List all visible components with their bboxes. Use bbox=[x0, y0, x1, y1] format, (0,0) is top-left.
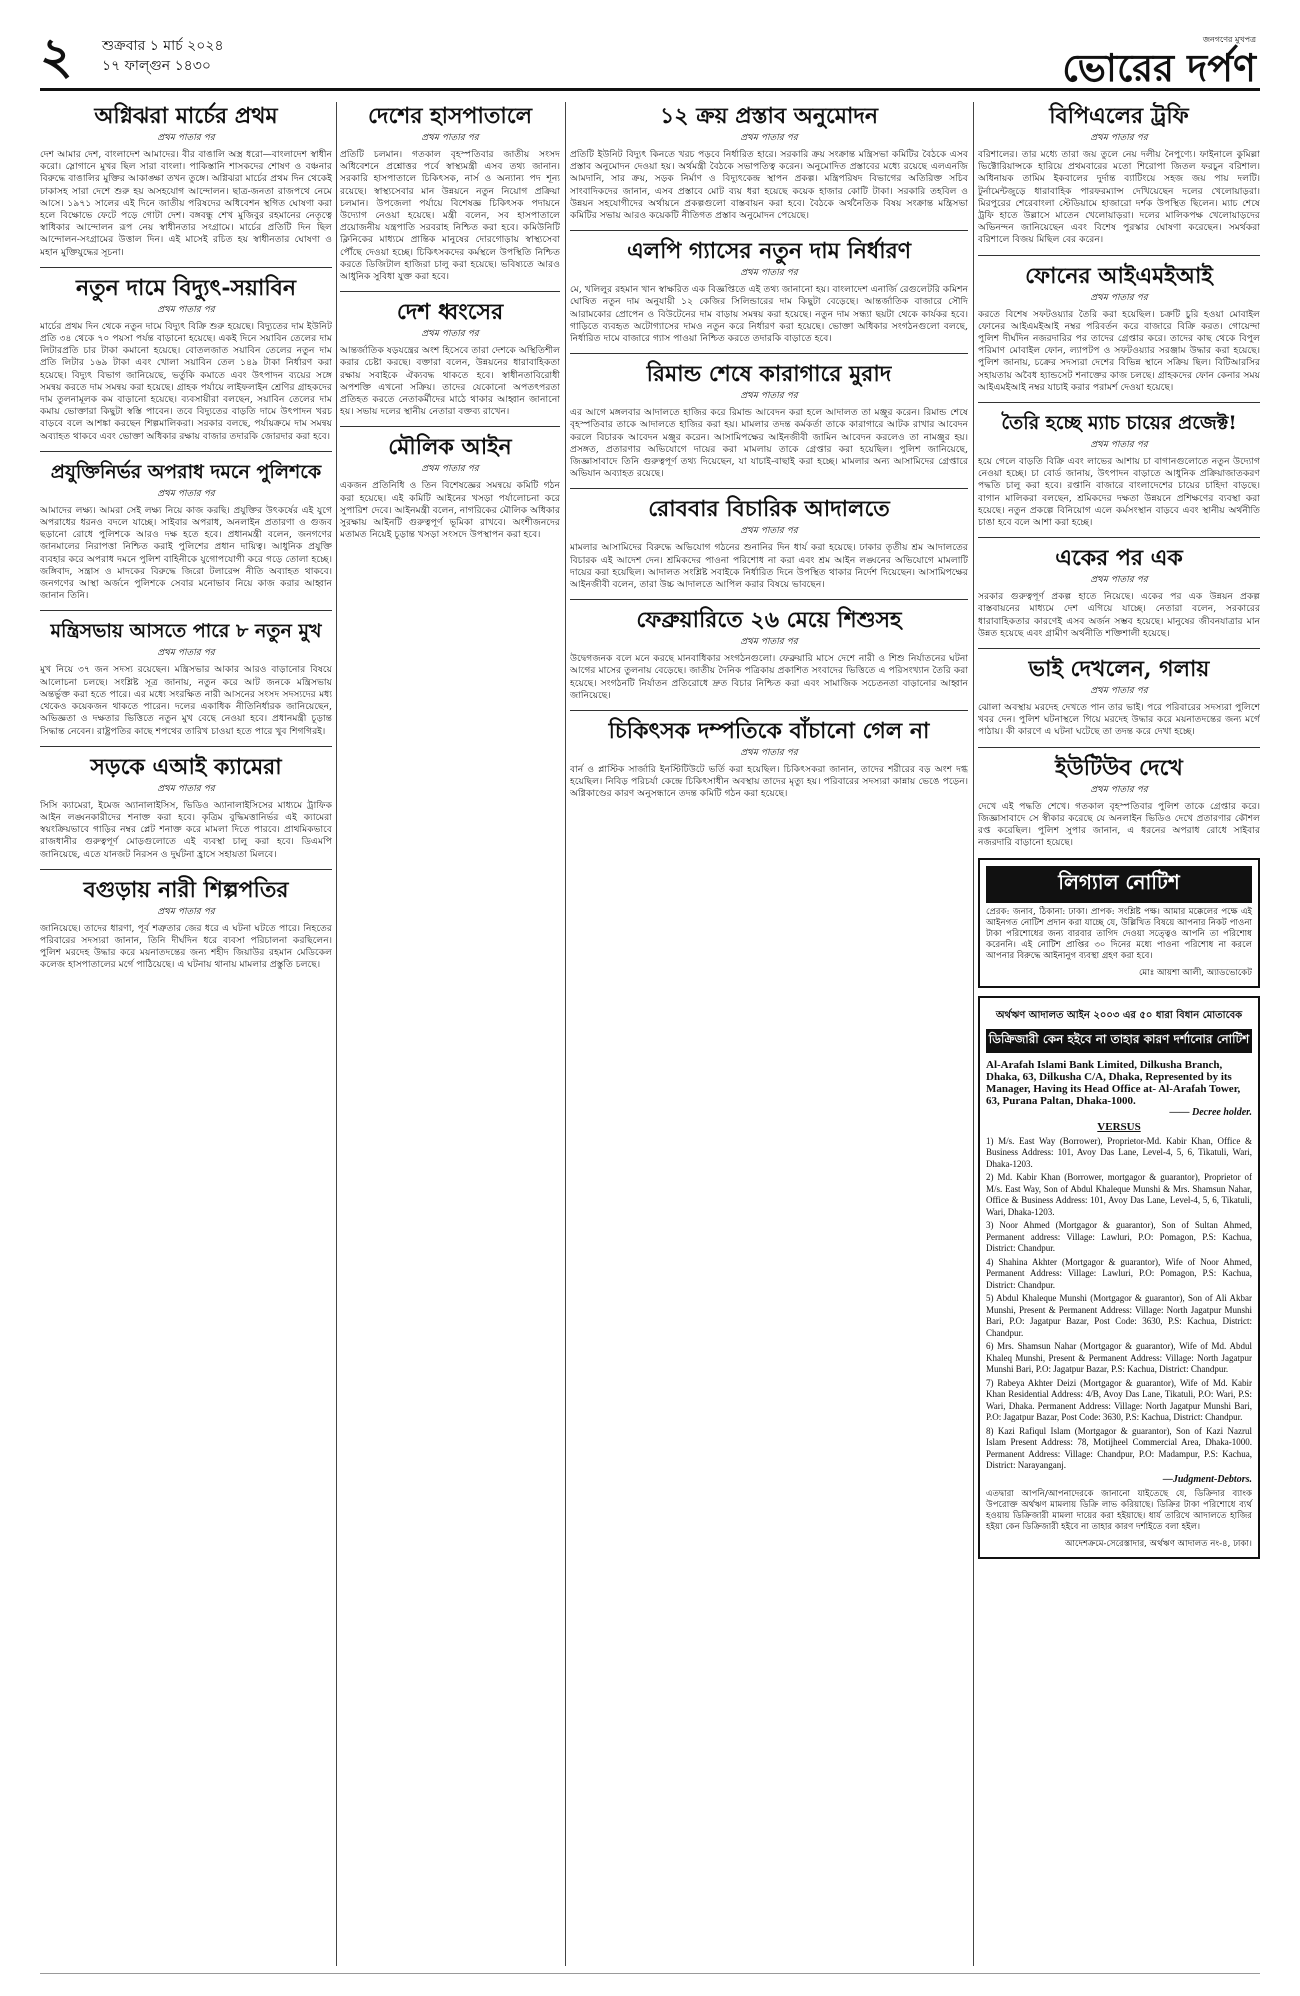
story bbox=[978, 409, 1260, 529]
column-divider bbox=[973, 102, 974, 1966]
divider bbox=[978, 648, 1260, 649]
continued-label: প্রথম পাতার পর bbox=[1090, 440, 1148, 451]
brand-tagline: জনগণের মুখপত্র bbox=[1202, 35, 1256, 44]
decree-holder-bank: Al-Arafah Islami Bank Limited, Dilkusha Branch, Dhaka, 63, Dilkusha C/A, Dhaka, Represented by its Manager, Having its Head Office at- Al-Arafah Tower, 63, Purana Paltan, Dhaka-1000. bbox=[986, 1058, 1241, 1107]
story bbox=[40, 102, 332, 259]
story bbox=[570, 102, 968, 222]
story-headline: ইউটিউব দেখে bbox=[1055, 754, 1183, 781]
story-body: ঝোলা অবস্থায় মরদেহ দেখতে পান তার ভাই। পরে পরিবারের সদস্যরা পুলিশে খবর দেন। পুলিশ ঘটনাস্থলে গিয়ে মরদেহ উদ্ধার করে ময়নাতদন্তের জন্য মর্গে পাঠায়। কী কারণে এ ঘটনা ঘটেছে তা তদন্ত করে দেখা হচ্ছে। bbox=[978, 702, 1260, 738]
story-body: সিসি ক্যামেরা, ইমেজ অ্যানালাইসিস, ভিডিও অ্যানালাইসিসের মাধ্যমে ট্রাফিক আইন লঙ্ঘনকারীদের শনাক্ত করা হবে। কৃত্রিম বুদ্ধিমত্তানির্ভর এই ক্যামেরা স্বয়ংক্রিয়ভাবে গাড়ির নম্বর প্লেট শনাক্ত করে মামলা দিতে পারবে। প্রাথমিকভাবে রাজধানীর গুরুত্বপূর্ণ মোড়গুলোতে এই ব্যবস্থা চালু করা হবে। ডিএমপি জানিয়েছে, এতে যানজট নিরসন ও দুর্ঘটনা হ্রাসে সহায়তা মিলবে। bbox=[40, 799, 332, 860]
continued-label: প্রথম পাতার পর bbox=[157, 648, 215, 659]
party-item: 1) M/s. East Way (Borrower), Proprietor-Md. Kabir Khan, Office & Business Address: 101, Avoy Das Lane, Level-4, 5, 6, Tikatuli, Wari, Dhaka-1203. bbox=[986, 1135, 1252, 1169]
story-body: বরিশালের। তার মধ্যে তারা জয় তুলে নেয় দলীয় নৈপুণ্যে। ফাইনালে কুমিল্লা ভিক্টোরিয়ান্সকে হারিয়ে প্রথমবারের মতো শিরোপা জিতল ফরচুন বরিশাল। অধিনায়ক তামিম ইকবালের দুর্দান্ত ব্যাটিংয়ে সহজ জয় পায় দলটি। টুর্নামেন্টজুড়ে ধারাবাহিক পারফরম্যান্স দেখিয়েছেন দলের খেলোয়াড়রা। মিরপুরের শেরেবাংলা স্টেডিয়ামে হাজারো দর্শক উপস্থিত ছিলেন। ম্যাচ শেষে ট্রফি হাতে উল্লাসে মাতেন খেলোয়াড়রা। দলের মালিকপক্ষ খেলোয়াড়দের অভিনন্দন জানিয়েছেন এবং বিশেষ পুরস্কার ঘোষণা করেছেন। সমর্থকরা বরিশালে বিজয় মিছিল বের করেন। bbox=[978, 149, 1260, 246]
page-number: ২ bbox=[40, 26, 73, 85]
continued-label: প্রথম পাতার পর bbox=[157, 906, 215, 917]
continued-label: প্রথম পাতার পর bbox=[157, 488, 215, 499]
divider bbox=[570, 353, 968, 354]
story bbox=[978, 655, 1260, 739]
story-headline: ভাই দেখলেন, গলায় bbox=[1028, 656, 1210, 683]
column-divider bbox=[336, 102, 337, 1966]
story-headline: নতুন দামে বিদ্যুৎ-সয়াবিন bbox=[76, 274, 296, 301]
party-item: 3) Noor Ahmed (Mortgagor & guarantor), Son of Sultan Ahmed, Permanent address: Village: Lawluri, P.O: Pomagon, P.S: Kachua, District: Chandpur. bbox=[986, 1220, 1252, 1253]
story-headline: এলপি গ্যাসের নতুন দাম নির্ধারণ bbox=[626, 238, 912, 265]
continued-label: প্রথম পাতার পর bbox=[1090, 784, 1148, 795]
party-item: 6) Mrs. Shamsun Nahar (Mortgagor & guarantor), Wife of Md. Abdul Khaleq Munshi, Present & Permanent Address: Village: North Jagatpur Munshi Bari, P.O: Jagatpur Bazar, P.S: Kachua, District: Chandpur. bbox=[986, 1341, 1252, 1374]
legal-notice-title: লিগ্যাল নোটিশ bbox=[986, 866, 1252, 903]
party-item: 2) Md. Kabir Khan (Borrower, mortgagor & guarantor), Proprietor of M/s. East Way, Son of Abdul Khaleque Munshi & Mrs. Shamsun Nahar, Office & Business Address: 101, Avoy Das Lane, Level-4, 5, 6, Tikatuli, Wari, Dhaka-1203. bbox=[986, 1172, 1252, 1217]
divider bbox=[40, 451, 332, 452]
column-4 bbox=[978, 102, 1260, 1966]
continued-label: প্রথম পাতার পর bbox=[740, 391, 798, 402]
party-item: 5) Abdul Khaleque Munshi (Mortgagor & guarantor), Son of Ali Akbar Munshi, Present & Permanent Address: Village: North Jagatpur Munshi Bari, P.O: Jagatpur Bazar, Post Code: 3630, P.S: Kachua, District: Chandpur. bbox=[986, 1293, 1252, 1338]
story-body: দেশ আমার দেশ, বাংলাদেশ আমাদের। বীর বাঙালি অস্ত্র ধরো—বাংলাদেশ স্বাধীন করো। স্লোগানে মুখর ছিল সারা বাংলা। পাকিস্তানি শাসকদের শোষণ ও বঞ্চনার বিরুদ্ধে বাঙালির মুক্তির আকাঙ্ক্ষা তখন তুঙ্গে। অগ্নিঝরা মার্চের প্রথম দিন থেকেই ঢাকাসহ সারা দেশে শুরু হয় অসহযোগ আন্দোলন। ছাত্র-জনতা রাজপথে নেমে আসে। ১৯৭১ সালের এই দিনে জাতীয় পরিষদের অধিবেশন স্থগিত ঘোষণা করা হলে বিক্ষোভে ফেটে পড়ে গোটা দেশ। বঙ্গবন্ধু শেখ মুজিবুর রহমানের নেতৃত্বে স্বাধিকার আন্দোলন রূপ নেয় স্বাধীনতার সংগ্রামে। মার্চের প্রতিটি দিন ছিল আন্দোলন-সংগ্রামের উত্তাল দিন। এই মাসেই রচিত হয় স্বাধীনতার ঘোষণা ও মহান মুক্তিযুদ্ধের সূচনা। bbox=[40, 149, 332, 258]
story-headline: রোববার বিচারিক আদালতে bbox=[648, 496, 890, 523]
story-body: সরকার গুরুত্বপূর্ণ প্রকল্প হাতে নিয়েছে। একের পর এক উন্নয়ন প্রকল্প বাস্তবায়নের মাধ্যমে দেশ এগিয়ে যাচ্ছে। নেতারা বলেন, সরকারের ধারাবাহিকতার কারণেই এসব অর্জন সম্ভব হয়েছে। মানুষের জীবনযাত্রার মান উন্নত হয়েছে এবং গ্রামীণ অর্থনীতি শক্তিশালী হয়েছে। bbox=[978, 591, 1260, 639]
court-notice-subtitle: ডিক্রিজারী কেন হইবে না তাহার কারণ দর্শানোর নোটিশ bbox=[986, 1029, 1252, 1053]
court-notice-closing: এতদ্বারা আপনি/আপনাদেরকে জানানো যাইতেছে যে, ডিক্রিদার ব্যাংক উপরোক্ত অর্থঋণ মামলায় ডিক্রি লাভ করিয়াছে। ডিক্রির টাকা পরিশোধে ব্যর্থ হওয়ায় ডিক্রিজারী মামলা দায়ের করা হইয়াছে। ধার্য তারিখে আদালতে হাজির হইয়া কেন ডিক্রিজারী হইবে না তাহার কারণ দর্শাইতে বলা হইল। bbox=[986, 1488, 1252, 1532]
story-headline: ফেব্রুয়ারিতে ২৬ মেয়ে শিশুসহ bbox=[636, 607, 902, 634]
divider bbox=[570, 710, 968, 711]
divider bbox=[978, 402, 1260, 403]
legal-notice-body: প্রেরক: জনাব, ঠিকানা: ঢাকা। প্রাপক: সংশ্লিষ্ট পক্ষ। আমার মক্কেলের পক্ষে এই আইনগত নোটিশ প্রদান করা যাচ্ছে যে, উল্লিখিত বিষয়ে আপনার নিকট পাওনা টাকা পরিশোধের জন্য বারবার তাগিদ দেওয়া সত্ত্বেও আপনি তা পরিশোধ করেননি। এই নোটিশ প্রাপ্তির ৩০ দিনের মধ্যে পাওনা পরিশোধ না করলে আপনার বিরুদ্ধে আইনানুগ ব্যবস্থা গ্রহণ করা হবে। bbox=[986, 906, 1252, 961]
divider bbox=[570, 488, 968, 489]
party-item: 8) Kazi Rafiqul Islam (Mortgagor & guarantor), Son of Kazi Nazrul Islam Present Address: 78, Motijheel Commercial Area, Dhaka-1000. Permanent Address: Village: Chandpur, P.O: Madampur, P.S: Kachua, District: Narayanganj. bbox=[986, 1425, 1252, 1470]
court-notice-footer: আদেশক্রমে-সেরেস্তাদার, অর্থঋণ আদালত নং-৪, ঢাকা। bbox=[1065, 1538, 1252, 1549]
continued-label: প্রথম পাতার পর bbox=[157, 133, 215, 143]
story bbox=[40, 753, 332, 861]
story bbox=[340, 102, 560, 283]
judgment-debtors-label: —Judgment-Debtors. bbox=[1162, 1473, 1252, 1485]
story-body: একজন প্রতিনিধি ও তিন বিশেষজ্ঞের সমন্বয়ে কমিটি গঠন করা হয়েছে। এই কমিটি আইনের খসড়া পর্যালোচনা করে সুপারিশ দেবে। আইনমন্ত্রী বলেন, নাগরিকের মৌলিক অধিকার সুরক্ষায় আইনটি গুরুত্বপূর্ণ ভূমিকা রাখবে। অংশীজনদের মতামত নিয়েই চূড়ান্ত খসড়া সংসদে উপস্থাপন করা হবে। bbox=[340, 480, 560, 541]
story bbox=[40, 458, 332, 603]
story-body: জানিয়েছে। তাদের ধারণা, পূর্ব শত্রুতার জের ধরে এ ঘটনা ঘটতে পারে। নিহতের পরিবারের সদস্যরা জানান, তিনি দীর্ঘদিন ধরে ব্যবসা পরিচালনা করছিলেন। পুলিশ মরদেহ উদ্ধার করে ময়নাতদন্তের জন্য শহীদ জিয়াউর রহমান মেডিকেল কলেজ হাসপাতালের মর্গে পাঠিয়েছে। এ ঘটনায় থানায় মামলার প্রস্তুতি চলছে। bbox=[40, 922, 332, 971]
story-headline: ফোনের আইএমইআই bbox=[1025, 262, 1213, 289]
story-body: দেখে এই পদ্ধতি শেখে। গতকাল বৃহস্পতিবার পুলিশ তাকে গ্রেপ্তার করে। জিজ্ঞাসাবাদে সে স্বীকার করেছে যে অনলাইন ভিডিও দেখে প্রতারণার কৌশল রপ্ত করেছিল। পুলিশ সুপার জানান, এ ধরনের অপরাধ রোধে সাইবার নজরদারি বাড়ানো হয়েছে। bbox=[978, 800, 1260, 849]
column-3 bbox=[570, 102, 968, 1966]
divider bbox=[570, 230, 968, 231]
court-notice-heading: অর্থঋণ আদালত আইন ২০০৩ এর ৫০ ধারা বিধান মোতাবেক bbox=[995, 1009, 1243, 1021]
story-body: আমাদের লক্ষ্য। আমরা সেই লক্ষ্য নিয়ে কাজ করছি। প্রযুক্তির উৎকর্ষের এই যুগে অপরাধের ধরনও বদলে যাচ্ছে। সাইবার অপরাধ, অনলাইন প্রতারণা ও গুজব ছড়ানো রোধে পুলিশকে আরও দক্ষ হতে হবে। প্রধানমন্ত্রী বলেন, জনগণের জানমালের নিরাপত্তা নিশ্চিত করাই পুলিশের প্রধান দায়িত্ব। আধুনিক প্রযুক্তি ব্যবহার করে অপরাধ দমনে পুলিশ বাহিনীকে যুগোপযোগী করে গড়ে তোলা হচ্ছে। জঙ্গিবাদ, সন্ত্রাস ও মাদকের বিরুদ্ধে জিরো টলারেন্স নীতি অব্যাহত থাকবে। জনগণের আস্থা অর্জনে পুলিশকে সেবার মনোভাব নিয়ে কাজ করার আহ্বান জানান তিনি। bbox=[40, 504, 332, 602]
divider bbox=[40, 610, 332, 611]
story-headline: রিমান্ড শেষে কারাগারে মুরাদ bbox=[646, 361, 892, 388]
continued-label: প্রথম পাতার পর bbox=[740, 748, 798, 759]
story-body: প্রতিটি ইউনিট বিদ্যুৎ কিনতে খরচ পড়বে নির্ধারিত হারে। সরকারি ক্রয় সংক্রান্ত মন্ত্রিসভা কমিটির বৈঠকে এসব প্রস্তাব অনুমোদন দেওয়া হয়। অর্থমন্ত্রী বৈঠকে সভাপতিত্ব করেন। অনুমোদিত প্রস্তাবের মধ্যে রয়েছে এলএনজি আমদানি, সার ক্রয়, সড়ক নির্মাণ ও বিদ্যুৎকেন্দ্র স্থাপন প্রকল্প। মন্ত্রিপরিষদ বিভাগের অতিরিক্ত সচিব সাংবাদিকদের জানান, এসব প্রস্তাবে মোট ব্যয় ধরা হয়েছে কয়েক হাজার কোটি টাকা। সরকারি তহবিল ও উন্নয়ন সহযোগীদের অর্থায়নে প্রকল্পগুলো বাস্তবায়ন করা হবে। বৈঠকে অর্থনৈতিক বিষয় সংক্রান্ত মন্ত্রিসভা কমিটির সভায় আরও কয়েকটি নীতিগত প্রস্তাব অনুমোদন পেয়েছে। bbox=[570, 149, 968, 222]
continued-label: প্রথম পাতার পর bbox=[1090, 686, 1148, 697]
story bbox=[978, 102, 1260, 247]
divider bbox=[40, 746, 332, 747]
footer-rule bbox=[40, 1973, 1260, 1974]
story bbox=[40, 274, 332, 443]
story-body: আন্তর্জাতিক ষড়যন্ত্রের অংশ হিসেবে তারা দেশকে অস্থিতিশীল করার চেষ্টা করছে। বক্তারা বলেন, উন্নয়নের ধারাবাহিকতা রক্ষায় সবাইকে ঐক্যবদ্ধ থাকতে হবে। স্বাধীনতাবিরোধী অপশক্তি এখনো সক্রিয়। তাদের যেকোনো অপতৎপরতা প্রতিহত করতে নেতাকর্মীদের মাঠে থাকার আহ্বান জানানো হয়। সভায় দলের স্থানীয় নেতারা বক্তব্য রাখেন। bbox=[340, 345, 560, 418]
story-body: বার্ন ও প্লাস্টিক সার্জারি ইনস্টিটিউটে ভর্তি করা হয়েছিল। চিকিৎসকরা জানান, তাদের শরীরের বড় অংশ দগ্ধ হয়েছিল। নিবিড় পরিচর্যা কেন্দ্রে চিকিৎসাধীন অবস্থায় তাদের মৃত্যু হয়। পরিবারের সদস্যরা কান্নায় ভেঙে পড়েন। অগ্নিকাণ্ডের কারণ অনুসন্ধানে তদন্ত কমিটি গঠন করা হয়েছে। bbox=[570, 764, 968, 800]
column-divider bbox=[565, 102, 566, 1966]
story bbox=[570, 606, 968, 702]
story-headline: বগুড়ায় নারী শিল্পপতির bbox=[83, 876, 289, 903]
continued-label: প্রথম পাতার পর bbox=[421, 329, 479, 340]
legal-notice-signature: মোঃ আয়শা আলী, অ্যাডভোকেট bbox=[1138, 967, 1252, 978]
story-headline: দেশ ধ্বংসের bbox=[396, 299, 504, 326]
continued-label: প্রথম পাতার পর bbox=[740, 526, 798, 537]
divider bbox=[40, 267, 332, 268]
story-body: উদ্বেগজনক বলে মনে করছে মানবাধিকার সংগঠনগুলো। ফেব্রুয়ারি মাসে দেশে নারী ও শিশু নির্যাতনের ঘটনা আগের মাসের তুলনায় বেড়েছে। জাতীয় দৈনিক পত্রিকায় প্রকাশিত সংবাদের ভিত্তিতে এ পরিসংখ্যান তৈরি করা হয়েছে। সংগঠনটি নির্যাতন প্রতিরোধে দ্রুত বিচার নিশ্চিত করা এবং সামাজিক সচেতনতা বাড়ানোর আহ্বান জানিয়েছে। bbox=[570, 653, 968, 701]
date-block bbox=[102, 36, 224, 76]
continued-label: প্রথম পাতার পর bbox=[1090, 292, 1148, 303]
continued-label: প্রথম পাতার পর bbox=[1090, 133, 1148, 143]
story-headline: ১২ ক্রয় প্রস্তাব অনুমোদন bbox=[659, 103, 879, 129]
party-item: 7) Rabeya Akhter Deizi (Mortgagor & guarantor), Wife of Md. Kabir Khan Residential Address: 4/B, Avoy Das Lane, Tikatuli, P.O: Wari, P.S: Wari, Dhaka. Permanent Address: Village: North Jagatpur Munshi Bari, P.O: Jagatpur Bazar, Post Code: 3630, P.S: Kachua, District: Chandpur. bbox=[986, 1377, 1252, 1422]
story-headline: প্রযুক্তিনির্ভর অপরাধ দমনে পুলিশকে bbox=[50, 460, 322, 483]
continued-label: প্রথম পাতার পর bbox=[421, 464, 479, 475]
versus-label: VERSUS bbox=[1097, 1120, 1141, 1133]
story bbox=[40, 617, 332, 737]
story bbox=[978, 544, 1260, 640]
brand-logo bbox=[1062, 34, 1256, 89]
story-headline: অগ্নিঝরা মার্চের প্রথম bbox=[94, 103, 278, 129]
story-body: মুখ নিয়ে ৩৭ জন সদস্য রয়েছেন। মন্ত্রিসভার আকার আরও বাড়ানোর বিষয়ে আলোচনা চলছে। সংশ্লিষ্ট সূত্র জানায়, নতুন করে আট জনকে মন্ত্রিসভায় অন্তর্ভুক্ত করা হতে পারে। এর মধ্যে সংরক্ষিত নারী আসনের সংসদ সদস্যদের মধ্য থেকেও কয়েকজন থাকতে পারেন। দলের একাধিক নীতিনির্ধারক জানিয়েছেন, অভিজ্ঞতা ও দক্ষতার ভিত্তিতে নতুন মুখ বেছে নেওয়া হবে। প্রধানমন্ত্রী চূড়ান্ত সিদ্ধান্ত নেবেন। রাষ্ট্রপতির কাছে শপথের তারিখ চাওয়া হতে পারে খুব শিগগিরই। bbox=[40, 664, 332, 737]
story-headline: তৈরি হচ্ছে ম্যাচ চায়ের প্রজেক্ট! bbox=[1001, 412, 1237, 435]
continued-label: প্রথম পাতার পর bbox=[740, 133, 798, 143]
story-body: করতে বিশেষ সফটওয়্যার তৈরি করা হয়েছিল। চক্রটি চুরি হওয়া মোবাইল ফোনের আইএমইআই নম্বর পরিবর্তন করে বাজারে বিক্রি করত। গোয়েন্দা পুলিশ দীর্ঘদিন নজরদারির পর তাদের গ্রেপ্তার করে। তাদের কাছ থেকে বিপুল পরিমাণ মোবাইল ফোন, ল্যাপটপ ও সফটওয়্যার সরঞ্জাম উদ্ধার করা হয়েছে। পুলিশ জানায়, চক্রের সদস্যরা দেশের বিভিন্ন স্থানে সক্রিয় ছিল। বিটিআরসির সহায়তায় অবৈধ হ্যান্ডসেট শনাক্তের কাজ চলছে। গ্রাহকদের ফোন কেনার সময় আইএমইআই নম্বর যাচাই করার পরামর্শ দেওয়া হয়েছে। bbox=[978, 308, 1260, 393]
divider bbox=[570, 599, 968, 600]
story-headline: দেশের হাসপাতালে bbox=[367, 103, 532, 129]
legal-notice bbox=[978, 858, 1260, 988]
continued-label: প্রথম পাতার পর bbox=[740, 268, 798, 279]
story-body: মার্চের প্রথম দিন থেকে নতুন দামে বিদ্যুৎ বিক্রি শুরু হয়েছে। বিদ্যুতের দাম ইউনিট প্রতি ৩৪ থেকে ৭০ পয়সা পর্যন্ত বাড়ানো হয়েছে। একই দিনে সয়াবিন তেলের দাম লিটারপ্রতি চার টাকা কমানো হয়েছে। বোতলজাত সয়াবিন তেলের নতুন দাম প্রতি লিটার ১৬৯ টাকা এবং খোলা সয়াবিন তেল ১৪৯ টাকা নির্ধারণ করা হয়েছে। বিদ্যুৎ বিভাগ জানিয়েছে, ভর্তুকি কমাতে এবং উৎপাদন ব্যয়ের সঙ্গে সমন্বয় করতে দাম সমন্বয় করা হয়েছে। গ্রাহক পর্যায়ে লাইফলাইন শ্রেণির গ্রাহকদের দাম তুলনামূলক কম বাড়ানো হয়েছে। ব্যবসায়ীরা বলছেন, সয়াবিন তেলের দাম কমায় ভোক্তারা কিছুটা স্বস্তি পাবেন। তবে বিদ্যুতের বাড়তি দামে উৎপাদন খরচ বাড়বে বলে আশঙ্কা করছেন শিল্পমালিকরা। সরকার বলছে, পর্যায়ক্রমে দাম সমন্বয় অব্যাহত থাকবে এবং ভোক্তা অধিকার রক্ষায় বাজার তদারকি জোরদার করা হবে। bbox=[40, 320, 332, 442]
brand-name: ভোরের দর্পণ bbox=[1062, 45, 1256, 90]
story bbox=[570, 717, 968, 801]
divider bbox=[340, 291, 560, 292]
date-gregorian: শুক্রবার ১ মার্চ ২০২৪ bbox=[102, 38, 224, 54]
story bbox=[570, 237, 968, 345]
column-1 bbox=[40, 102, 332, 1966]
continued-label: প্রথম পাতার পর bbox=[157, 304, 215, 315]
story-body: প্রতিটি চলমান। গতকাল বৃহস্পতিবার জাতীয় সংসদ অধিবেশনে প্রশ্নোত্তর পর্বে স্বাস্থ্যমন্ত্রী এসব তথ্য জানান। সরকারি হাসপাতালে চিকিৎসক, নার্স ও অন্যান্য পদ শূন্য রয়েছে। স্বাস্থ্যসেবার মান উন্নয়নে নতুন নিয়োগ প্রক্রিয়া চলমান। উপজেলা পর্যায়ে বিশেষজ্ঞ চিকিৎসক পদায়নে উদ্যোগ নেওয়া হয়েছে। মন্ত্রী বলেন, সব হাসপাতালে প্রয়োজনীয় যন্ত্রপাতি সরবরাহ নিশ্চিত করা হবে। কমিউনিটি ক্লিনিকের মাধ্যমে প্রান্তিক মানুষের দোরগোড়ায় স্বাস্থ্যসেবা পৌঁছে দেওয়া হচ্ছে। চিকিৎসকদের কর্মস্থলে উপস্থিতি নিশ্চিত করতে ডিজিটাল হাজিরা চালু করা হয়েছে। ভবিষ্যতে আরও আধুনিক সুবিধা যুক্ত করা হবে। bbox=[340, 149, 560, 283]
story-headline: চিকিৎসক দম্পতিকে বাঁচানো গেল না bbox=[608, 718, 930, 745]
story-headline: সড়কে এআই ক্যামেরা bbox=[90, 753, 282, 780]
story bbox=[340, 298, 560, 418]
story bbox=[978, 262, 1260, 394]
story-headline: মন্ত্রিসভায় আসতে পারে ৮ নতুন মুখ bbox=[50, 620, 322, 643]
story-headline: বিপিএলের ট্রফি bbox=[1049, 103, 1189, 129]
column-2 bbox=[340, 102, 560, 1966]
party-item: 4) Shahina Akhter (Mortgagor & guarantor), Wife of Noor Ahmed, Permanent Address: Village: Lawluri, P.O: Pomagon, P.S: Kachua, District: Chandpur. bbox=[986, 1256, 1252, 1290]
story bbox=[40, 876, 332, 972]
story-headline: একের পর এক bbox=[1055, 545, 1183, 572]
court-notice bbox=[978, 996, 1260, 1559]
continued-label: প্রথম পাতার পর bbox=[157, 783, 215, 794]
continued-label: প্রথম পাতার পর bbox=[1090, 575, 1148, 586]
masthead bbox=[40, 26, 1260, 91]
story-body: মে, খলিলুর রহমান খান স্বাক্ষরিত এক বিজ্ঞপ্তিতে এই তথ্য জানানো হয়। বাংলাদেশ এনার্জি রেগুলেটরি কমিশন ঘোষিত নতুন দাম অনুযায়ী ১২ কেজির সিলিন্ডারের দাম কিছুটা বেড়েছে। আন্তর্জাতিক বাজারে সৌদি আরামকোর প্রোপেন ও বিউটেনের দাম বাড়ায় সমন্বয় করা হয়েছে। নতুন দাম সন্ধ্যা ছয়টা থেকে কার্যকর হবে। গাড়িতে ব্যবহৃত অটোগ্যাসের দামও নতুন করে নির্ধারণ করা হয়েছে। ভোক্তা অধিকার সংগঠনগুলো বলছে, নির্ধারিত দামে বাজারে গ্যাস পাওয়া নিশ্চিত করতে তদারকি বাড়াতে হবে। bbox=[570, 284, 968, 345]
divider bbox=[978, 255, 1260, 256]
story-body: এর আগে মঙ্গলবার আদালতে হাজির করে রিমান্ড আবেদন করা হলে আদালত তা মঞ্জুর করেন। রিমান্ড শেষে বৃহস্পতিবার তাকে আদালতে হাজির করা হয়। মামলার তদন্ত কর্মকর্তা তাকে কারাগারে আটক রাখার আবেদন করলে বিচারক আবেদন মঞ্জুর করেন। আসামিপক্ষের আইনজীবী জামিন আবেদন করলেও তা নামঞ্জুর হয়। প্রসঙ্গত, প্রতারণার অভিযোগে দায়ের করা মামলায় তাকে গ্রেপ্তার করা হয়েছিল। পুলিশ জানিয়েছে, জিজ্ঞাসাবাদে তিনি গুরুত্বপূর্ণ তথ্য দিয়েছেন, যা যাচাই-বাছাই করা হচ্ছে। মামলার অন্য আসামিদের গ্রেপ্তারে অভিযান অব্যাহত রয়েছে। bbox=[570, 407, 968, 480]
divider bbox=[340, 426, 560, 427]
story-headline: মৌলিক আইন bbox=[388, 434, 512, 461]
divider bbox=[978, 537, 1260, 538]
story-body: মামলার আসামিদের বিরুদ্ধে অভিযোগ গঠনের শুনানির দিন ধার্য করা হয়েছে। ঢাকার তৃতীয় শ্রম আদালতের বিচারক এই আদেশ দেন। শ্রমিকদের পাওনা পরিশোধ না করা এবং শ্রম আইন লঙ্ঘনের অভিযোগে মামলাটি দায়ের করা হয়েছিল। আদালত সংশ্লিষ্ট সবাইকে নির্ধারিত দিনে উপস্থিত থাকার নির্দেশ দিয়েছেন। আসামিপক্ষের আইনজীবী বলেন, তারা উচ্চ আদালতে আপিল করার বিষয়ে ভাবছেন। bbox=[570, 542, 968, 591]
divider bbox=[40, 869, 332, 870]
continued-label: প্রথম পাতার পর bbox=[740, 637, 798, 648]
story bbox=[570, 360, 968, 480]
continued-label: প্রথম পাতার পর bbox=[421, 133, 479, 143]
story bbox=[340, 433, 560, 541]
story bbox=[978, 754, 1260, 850]
story bbox=[570, 495, 968, 591]
date-bengali: ১৭ ফাল্গুন ১৪৩০ bbox=[102, 58, 211, 74]
story-body: হয়ে গেলে বাড়তি বিক্রি এবং লাভের আশায় চা বাগানগুলোতে নতুন উদ্যোগ নেওয়া হচ্ছে। চা বোর্ড জানায়, উৎপাদন বাড়াতে আধুনিক প্রক্রিয়াজাতকরণ পদ্ধতি চালু করা হবে। রপ্তানি বাজারে বাংলাদেশের চায়ের চাহিদা বাড়ছে। বাগান মালিকরা বলছেন, শ্রমিকদের দক্ষতা উন্নয়নে প্রশিক্ষণের ব্যবস্থা করা হয়েছে। নতুন প্রকল্পে বিনিয়োগ এলে কর্মসংস্থান বাড়বে এবং স্থানীয় অর্থনীতি চাঙা হবে বলে আশা করা হচ্ছে। bbox=[978, 456, 1260, 529]
divider bbox=[978, 747, 1260, 748]
decree-holder-label: —— Decree holder. bbox=[1169, 1106, 1252, 1118]
